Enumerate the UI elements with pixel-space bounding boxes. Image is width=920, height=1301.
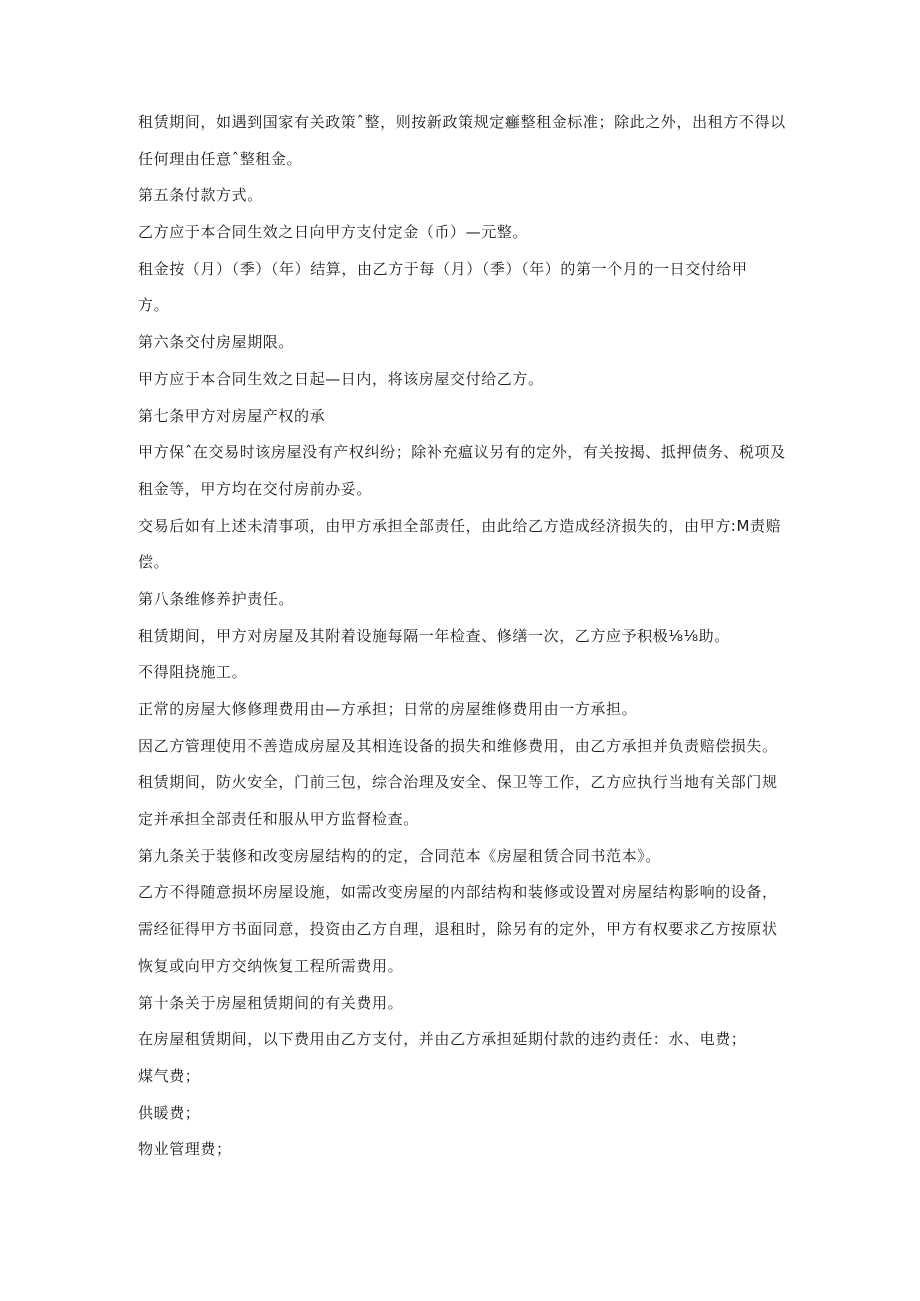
text-line: 租金等，甲方均在交付房前办妥。 — [138, 479, 373, 498]
text-line: 交易后如有上述未清事项，由甲方承担全部责任，由此给乙方造成经济损失的，由甲方:M责赔 — [138, 516, 782, 535]
section-heading: 第八条维修养护责任。 — [138, 589, 295, 608]
text-line: 方。 — [138, 296, 170, 315]
text-line: 需经征得甲方书面同意，投资由乙方自理，退租时，除另有的定外，甲方有权要求乙方按原状 — [138, 920, 778, 939]
text-line: 在房屋租赁期间，以下费用由乙方支付，并由乙方承担延期付款的违约责任：水、电费； — [138, 1030, 747, 1049]
text-line: 因乙方管理使用不善造成房屋及其相连设备的损失和维修费用，由乙方承担并负责赔偿损失。 — [138, 736, 778, 755]
section-heading: 第五条付款方式。 — [138, 186, 263, 205]
document-body — [138, 113, 788, 1177]
list-item: 物业管理费； — [138, 1140, 232, 1159]
section-heading: 第十条关于房屋租赁期间的有关费用。 — [138, 993, 404, 1012]
text-line: 租赁期间，甲方对房屋及其附着设施每隔一年检查、修缮一次，乙方应予积极⅛⅛助。 — [138, 626, 730, 645]
list-item: 供暖费； — [138, 1103, 201, 1122]
text-line: 乙方应于本合同生效之日向甲方支付定金（币）—元整。 — [138, 223, 529, 242]
section-heading: 第九条关于装修和改变房屋结构的的定，合同范本《房屋租赁合同书范本》。 — [138, 846, 661, 865]
text-line: 恢复或向甲方交纳恢复工程所需费用。 — [138, 956, 404, 975]
text-line: 正常的房屋大修修理费用由—方承担；日常的房屋维修费用由一方承担。 — [138, 700, 638, 718]
text-line: 租赁期间，防火安全，门前三包，综合治理及安全、保卫等工作，乙方应执行当地有关部门规 — [138, 773, 778, 792]
text-line: 任何理由任意ˆ整租金。 — [138, 149, 303, 168]
text-line: 不得阻挠施工。 — [138, 663, 248, 682]
text-line: 租赁期间，如遇到国家有关政策ˆ整，则按新政策规定癰整租金标准；除此之外，出租方不得以 — [138, 113, 786, 131]
text-line: 甲方保ˆ在交易时该房屋没有产权纠纷；除补充瘟议另有的定外，有关按揭、抵押债务、税项及 — [138, 443, 786, 462]
text-line: 乙方不得随意损坏房屋设施，如需改变房屋的内部结构和装修或设置对房屋结构影响的设备， — [138, 883, 778, 902]
section-heading: 第七条甲方对房屋产权的承 — [138, 406, 326, 425]
text-line: 甲方应于本合同生效之日起—日内，将该房屋交付给乙方。 — [138, 369, 544, 388]
text-line: 定并承担全部责任和服从甲方监督检查。 — [138, 810, 419, 829]
text-line: 租金按（月）（季）（年）结算，由乙方于每（月）（季）（年）的第一个月的一日交付给甲 — [138, 259, 748, 278]
section-heading: 第六条交付房屋期限。 — [138, 333, 295, 352]
list-item: 煤气费； — [138, 1066, 201, 1085]
text-line: 偿。 — [138, 553, 170, 572]
